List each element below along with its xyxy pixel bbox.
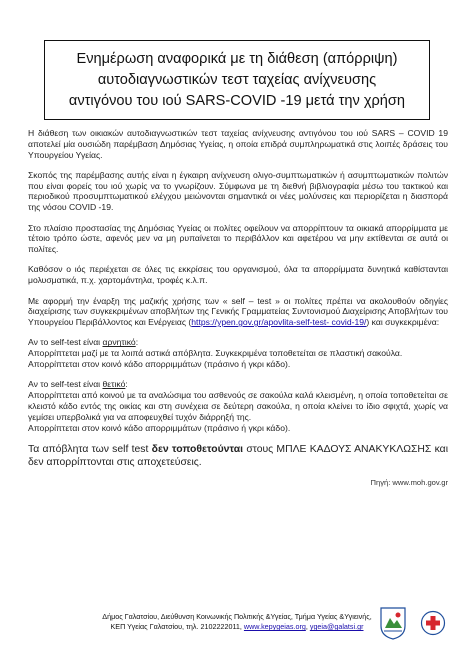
final-note-a: Τα απόβλητα των self test bbox=[28, 443, 152, 455]
positive-heading-prefix: Αν το self-test είναι bbox=[28, 379, 103, 390]
positive-heading-suffix: : bbox=[125, 379, 128, 390]
positive-heading bbox=[28, 379, 448, 390]
positive-text: Απορρίπτεται από κοινού με τα αναλώσιμα του ασθενούς σε σακούλα καλά κλεισμένη, η οποία τοποθετείται σε κλειστό κάδο εντός της οικίας και στη συνέχεια σε δεύτερη σακούλα, η οποία κλείνει το ίδιο σφιχτά, χωρίς να γεμίσει υπερβολικά για να αποφευχθεί τυχόν διάρρηξή της. bbox=[28, 390, 448, 422]
negative-line-2: Απορρίπτεται στον κοινό κάδο απορριμμάτων (πράσινο ή γκρι κάδο). bbox=[28, 359, 291, 370]
negative-section bbox=[28, 337, 448, 369]
footer-contact: ΚΕΠ Υγείας Γαλατσίου, τηλ. 2102222011, bbox=[110, 622, 244, 631]
paragraph-intro: Η διάθεση των οικιακών αυτοδιαγνωστικών τεστ ταχείας ανίχνευσης αντιγόνου του ιού SARS – COVID 19 αποτελεί μία ουσιώδη παρέμβαση Δημόσιας Υγείας, η οποία επιδρά συμπληρωματικά στις λοιπές δράσεις του Υπουργείου Υγείας. bbox=[28, 128, 448, 160]
positive-section bbox=[28, 379, 448, 433]
galatsi-logo-icon bbox=[378, 606, 408, 640]
email-link[interactable]: ygeia@galatsi.gr bbox=[309, 622, 364, 631]
ypen-link[interactable]: https://ypen.gov.gr/apovlita-self-test- covid-19/ bbox=[191, 317, 367, 328]
negative-line-1: Απορρίπτεται μαζί με τα λοιπά αστικά απόβλητα. Συγκεκριμένα τοποθετείται σε πλαστική σακούλα. bbox=[28, 348, 403, 359]
negative-heading-suffix: : bbox=[135, 337, 139, 348]
source-note: Πηγή: www.moh.gov.gr bbox=[370, 478, 448, 488]
paragraph-virus: Καθόσον ο ιός περιέχεται σε όλες τις εκκρίσεις του οργανισμού, όλα τα απορρίμματα δυνητικά καθίστανται μολυσματικά, π.χ. χαρτομάντηλα, τροφές κ.λ.π. bbox=[28, 264, 448, 286]
positive-word: θετικό bbox=[102, 379, 126, 390]
title-box bbox=[44, 40, 430, 120]
negative-heading-prefix: Αν το self-test είναι bbox=[28, 337, 103, 348]
negative-heading bbox=[28, 337, 448, 348]
final-note-b: στους ΜΠΛΕ ΚΑΔΟΥΣ ΑΝΑΚΥΚΛΩΣΗΣ και δεν απορρίπτονται στις αποχετεύσεις. bbox=[28, 443, 448, 468]
kepygeias-link[interactable]: www.kepygeias.org bbox=[243, 622, 306, 631]
paragraph-protection: Στο πλαίσιο προστασίας της Δημόσιας Υγείας οι πολίτες οφείλουν να απορρίπτουν τα οικιακά απορρίμματα με τέτοιο τρόπο ώστε, αφενός μεν να μη ρυπαίνεται το περιβάλλον και αφετέρου να μην εκτίθενται σε αυτά οι πολίτες. bbox=[28, 222, 448, 255]
title-line-2: αυτοδιαγνωστικών τεστ ταχείας ανίχνευσης bbox=[97, 71, 377, 88]
title-line-1: Ενημέρωση αναφορικά με τη διάθεση (απόρριψη) bbox=[76, 50, 398, 67]
footer-line-1: Δήμος Γαλατσίου, Διεύθυνση Κοινωνικής Πολιτικής &Υγείας, Τμήμα Υγείας &Υγιεινής, bbox=[102, 612, 372, 621]
final-note bbox=[28, 443, 448, 469]
final-note-bold: δεν τοποθετούνται bbox=[151, 443, 244, 455]
paragraph-guidance bbox=[28, 296, 448, 328]
footer-separator: , bbox=[305, 622, 310, 631]
document-body bbox=[28, 128, 448, 489]
paragraph-purpose: Σκοπός της παρέμβασης αυτής είναι η έγκαιρη ανίχνευση ολιγο-συμπτωματικών ή ασυμπτωματικών πολιτών που είναι φορείς του ιού χωρίς να το γνωρίζουν. Σύμφωνα με τη διεθνή βιβλιογραφία μέσω του τακτικού και περιοδικού προσυμπτωματικού ελέγχου μειώνονται σημαντικά οι νέες μολύνσεις και περιορίζεται η διασπορά της νόσου COVID -19. bbox=[28, 169, 448, 213]
negative-word: αρνητικό bbox=[102, 337, 136, 348]
guidance-text: Με αφορμή την έναρξη της μαζικής χρήσης των « self – test » οι πολίτες πρέπει να ακολουθούν οδηγίες διαχείρισης των συγκεκριμένων αποβλήτων της Γενικής Γραμματείας Συντονισμού Διαχείρισης Αποβλήτων του Υπουργείου Περιβάλλοντος και Ενέργειας ( bbox=[28, 295, 448, 328]
positive-line-2: Απορρίπτεται στον κοινό κάδο απορριμμάτων (πράσινο ή γκρι κάδο). bbox=[28, 422, 291, 433]
guidance-end: ) και συγκεκριμένα: bbox=[366, 317, 440, 328]
title-line-3: αντιγόνου του ιού SARS-COVID -19 μετά την χρήση bbox=[68, 92, 406, 109]
health-logo-icon bbox=[420, 610, 446, 636]
